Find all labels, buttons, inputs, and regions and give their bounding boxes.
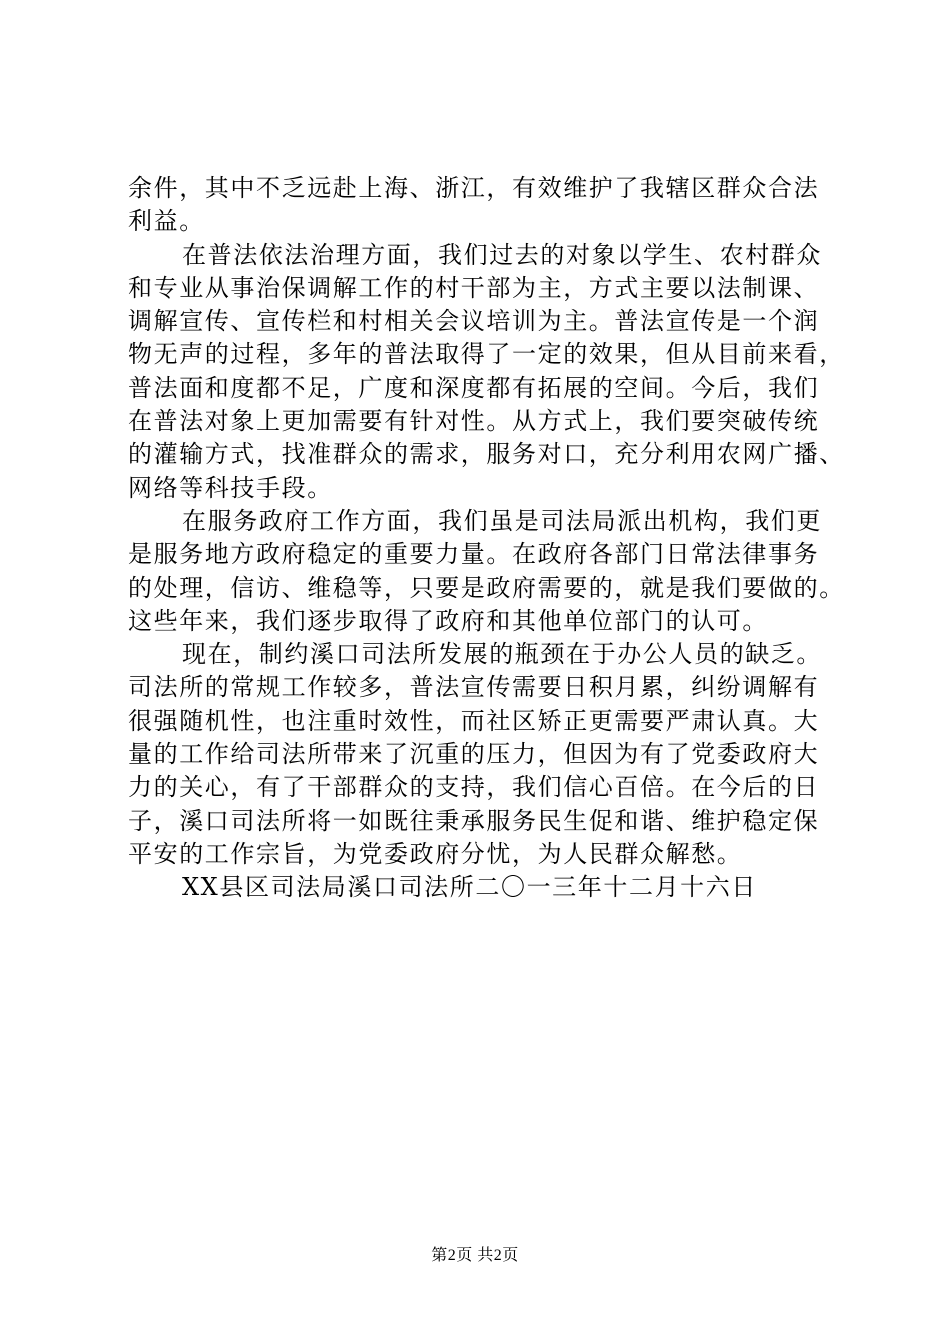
text-line: 普法面和度都不足，广度和深度都有拓展的空间。今后，我们 [128, 373, 820, 402]
text-line: 在普法依法治理方面，我们过去的对象以学生、农村群众 [182, 240, 822, 269]
text-line: 子，溪口司法所将一如既往秉承服务民生促和谐、维护稳定保 [128, 806, 820, 835]
text-line: 利益。 [128, 207, 205, 236]
text-line: 现在，制约溪口司法所发展的瓶颈在于办公人员的缺乏。 [182, 640, 822, 669]
text-line: 和专业从事治保调解工作的村干部为主，方式主要以法制课、 [128, 273, 820, 302]
page-footer: 第2页 共2页 [431, 1247, 519, 1264]
text-line: 的处理，信访、维稳等，只要是政府需要的，就是我们要做的。 [128, 573, 845, 602]
text-line: 平安的工作宗旨，为党委政府分忧，为人民群众解愁。 [128, 839, 743, 868]
signature-line: XX县区司法局溪口司法所二〇一三年十二月十六日 [182, 873, 757, 902]
text-line: 在普法对象上更加需要有针对性。从方式上，我们要突破传统 [128, 407, 820, 436]
text-line: 这些年来，我们逐步取得了政府和其他单位部门的认可。 [128, 606, 768, 635]
text-line: 余件，其中不乏远赴上海、浙江，有效维护了我辖区群众合法 [128, 174, 820, 202]
text-line: 司法所的常规工作较多，普法宣传需要日积月累，纠纷调解有 [128, 673, 820, 702]
text-line: 量的工作给司法所带来了沉重的压力，但因为有了党委政府大 [128, 740, 820, 769]
text-line: 网络等科技手段。 [128, 473, 333, 502]
text-line: 是服务地方政府稳定的重要力量。在政府各部门日常法律事务 [128, 540, 820, 569]
text-line: 很强随机性，也注重时效性，而社区矫正更需要严肃认真。大 [128, 706, 820, 735]
text-line: 调解宣传、宣传栏和村相关会议培训为主。普法宣传是一个润 [128, 307, 820, 336]
text-line: 力的关心，有了干部群众的支持，我们信心百倍。在今后的日 [128, 773, 820, 802]
text-line: 的灌输方式，找准群众的需求，服务对口，充分利用农网广播、 [128, 440, 845, 469]
text-line: 物无声的过程，多年的普法取得了一定的效果，但从目前来看， [128, 340, 845, 369]
text-line: 在服务政府工作方面，我们虽是司法局派出机构，我们更 [182, 506, 822, 535]
document-body [128, 172, 863, 905]
